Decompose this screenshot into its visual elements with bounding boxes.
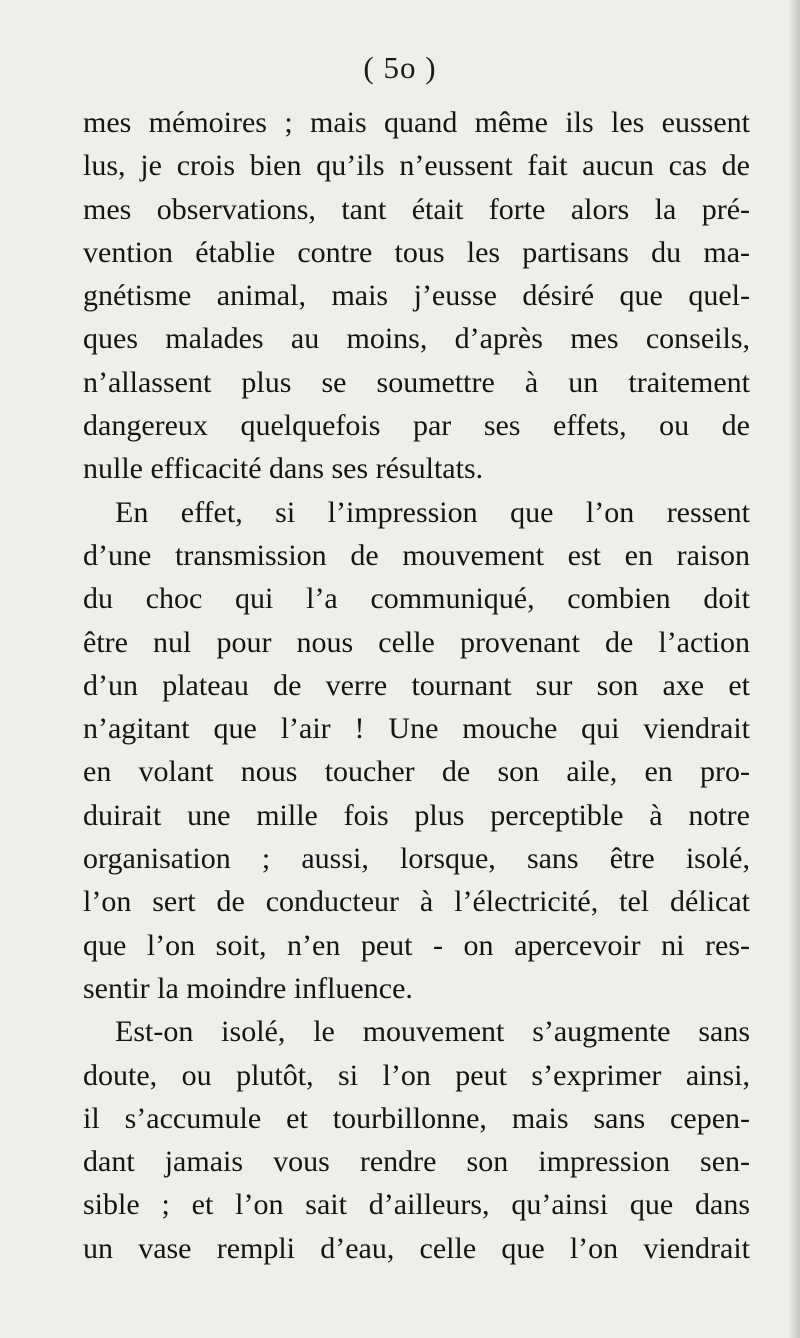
text-line: vention établie contre tous les partisans du ma- <box>83 235 750 269</box>
text-line: nulle efficacité dans ses résultats. <box>83 452 484 486</box>
paragraph-1 <box>83 101 750 491</box>
text-line: En effet, si l’impression que l’on ressent <box>115 495 750 529</box>
text-line: n’allassent plus se soumettre à un traitement <box>83 365 750 399</box>
text-line: sible ; et l’on sait d’ailleurs, qu’ainsi que dans <box>83 1188 750 1222</box>
text-line: en volant nous toucher de son aile, en pro- <box>83 755 750 789</box>
text-line: mes mémoires ; mais quand même ils les eussent <box>83 106 750 139</box>
text-line: il s’accumule et tourbillonne, mais sans cepen- <box>83 1101 750 1135</box>
text-line: lus, je crois bien qu’ils n’eussent fait aucun cas de <box>83 149 750 183</box>
text-line: sentir la moindre influence. <box>83 971 413 1005</box>
paragraph-3 <box>83 1010 750 1270</box>
text-line: un vase rempli d’eau, celle que l’on viendrait <box>83 1231 750 1265</box>
text-line: Est-on isolé, le mouvement s’augmente sans <box>115 1015 750 1049</box>
text-line: gnétisme animal, mais j’eusse désiré que quel- <box>83 279 750 313</box>
text-line: d’une transmission de mouvement est en raison <box>83 538 750 572</box>
text-line: n’agitant que l’air ! Une mouche qui viendrait <box>83 712 750 746</box>
page-number: ( 5o ) <box>363 50 437 85</box>
text-line: que l’on soit, n’en peut - on apercevoir ni res- <box>83 928 750 962</box>
text-line: duirait une mille fois plus perceptible à notre <box>83 798 750 832</box>
page-body <box>83 101 750 1270</box>
paragraph-2 <box>83 491 750 1011</box>
page-edge-shadow <box>788 0 800 1338</box>
text-line: organisation ; aussi, lorsque, sans être isolé, <box>83 842 750 876</box>
text-line: l’on sert de conducteur à l’électricité, tel délicat <box>83 885 750 919</box>
text-line: doute, ou plutôt, si l’on peut s’exprimer ainsi, <box>83 1058 750 1092</box>
text-line: être nul pour nous celle provenant de l’action <box>83 625 750 659</box>
text-line: dangereux quelquefois par ses effets, ou de <box>83 409 750 443</box>
text-line: dant jamais vous rendre son impression sen- <box>83 1145 750 1179</box>
text-line: mes observations, tant était forte alors la pré- <box>83 192 750 226</box>
text-line: du choc qui l’a communiqué, combien doit <box>83 582 750 616</box>
text-line: d’un plateau de verre tournant sur son axe et <box>83 668 750 702</box>
text-line: ques malades au moins, d’après mes conseils, <box>83 322 750 356</box>
